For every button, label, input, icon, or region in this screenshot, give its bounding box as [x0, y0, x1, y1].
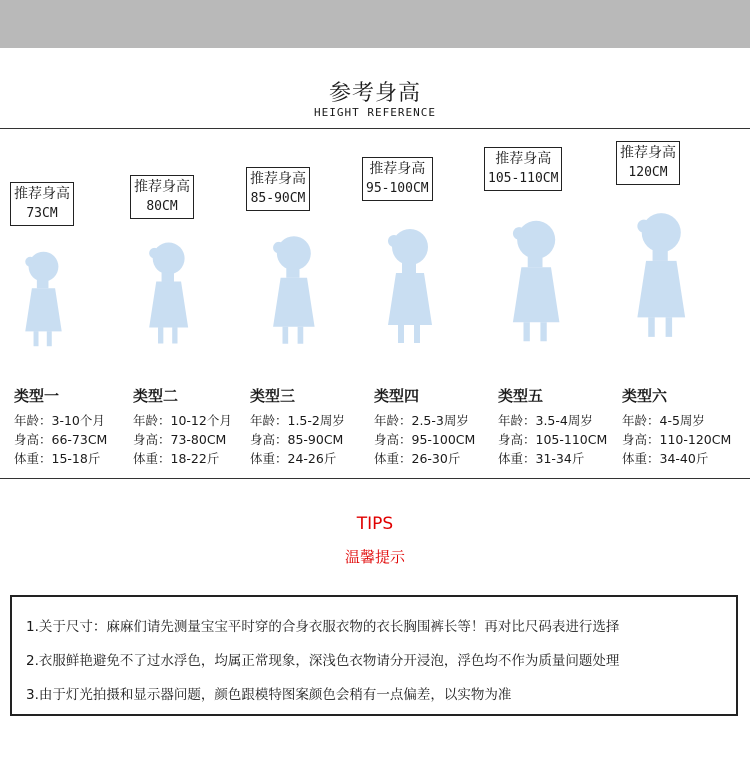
tag-size: 85-90CM: [250, 191, 306, 206]
height-tag: [362, 157, 433, 201]
spec-age: 年龄：3.5-4周岁: [498, 413, 593, 428]
type-name: 类型一: [14, 387, 60, 405]
height-tag: [616, 141, 680, 185]
spec-age: 年龄：3-10个月: [14, 413, 105, 428]
spec-weight: 体重：18-22斤: [133, 451, 220, 466]
child-silhouette-icon: [258, 225, 324, 355]
spec-age: 年龄：2.5-3周岁: [374, 413, 469, 428]
spec-block: [133, 411, 232, 468]
page-subtitle: HEIGHT REFERENCE: [314, 106, 436, 119]
tag-label: 推荐身高: [369, 161, 426, 177]
height-tag: [484, 147, 562, 191]
height-tag: [130, 175, 194, 219]
tag-label: 推荐身高: [134, 179, 190, 195]
spec-block: [622, 411, 731, 468]
height-tag: [10, 182, 74, 226]
tag-label: 推荐身高: [14, 186, 70, 202]
spec-height: 身高：95-100CM: [374, 432, 476, 447]
spec-age: 年龄：1.5-2周岁: [250, 413, 345, 428]
note-item: 3.由于灯光拍摄和显示器问题，颜色跟模特图案颜色会稍有一点偏差，以实物为准: [26, 687, 512, 703]
spec-weight: 体重：34-40斤: [622, 451, 709, 466]
spec-age: 年龄：10-12个月: [133, 413, 232, 428]
spec-age: 年龄：4-5周岁: [622, 413, 705, 428]
child-silhouette-icon: [620, 198, 696, 352]
tag-size: 80CM: [146, 199, 178, 214]
spec-height: 身高：110-120CM: [622, 432, 732, 447]
spec-weight: 体重：26-30斤: [374, 451, 461, 466]
divider-bottom: [0, 478, 750, 479]
tips-subtitle: 温馨提示: [344, 548, 405, 566]
height-tag: [246, 167, 310, 211]
spec-block: [250, 411, 345, 468]
spec-height: 身高：105-110CM: [498, 432, 608, 447]
spec-height: 身高：85-90CM: [250, 432, 344, 447]
page-title: 参考身高: [328, 81, 421, 106]
tag-label: 推荐身高: [620, 145, 676, 161]
notes-box: [10, 595, 738, 716]
tag-label: 推荐身高: [495, 151, 552, 167]
tag-size: 105-110CM: [488, 171, 559, 186]
child-silhouette-icon: [135, 230, 197, 356]
spec-weight: 体重：15-18斤: [14, 451, 101, 466]
spec-weight: 体重：31-34斤: [498, 451, 585, 466]
top-banner: [0, 0, 750, 48]
spec-weight: 体重：24-26斤: [250, 451, 337, 466]
child-silhouette-icon: [372, 218, 442, 354]
spec-height: 身高：66-73CM: [14, 432, 108, 447]
child-silhouette-icon: [12, 240, 70, 358]
type-name: 类型三: [250, 387, 296, 405]
type-name: 类型四: [374, 387, 420, 405]
child-silhouette-icon: [496, 208, 570, 354]
spec-height: 身高：73-80CM: [133, 432, 227, 447]
tag-label: 推荐身高: [250, 171, 306, 187]
spec-block: [498, 411, 607, 468]
type-name: 类型五: [498, 387, 544, 405]
spec-block: [14, 411, 107, 468]
tag-size: 95-100CM: [366, 181, 429, 196]
note-item: 1.关于尺寸：麻麻们请先测量宝宝平时穿的合身衣服衣物的衣长胸围裤长等！再对比尺码表进行选择: [26, 619, 620, 635]
type-name: 类型二: [133, 387, 179, 405]
divider-top: [0, 128, 750, 129]
tag-size: 73CM: [26, 206, 58, 221]
spec-block: [374, 411, 475, 468]
note-item: 2.衣服鲜艳避免不了过水浮色，均属正常现象，深浅色衣物请分开浸泡，浮色均不作为质量问题处理: [26, 653, 620, 669]
type-name: 类型六: [622, 387, 668, 405]
tips-title: TIPS: [356, 514, 394, 534]
tag-size: 120CM: [628, 165, 668, 180]
